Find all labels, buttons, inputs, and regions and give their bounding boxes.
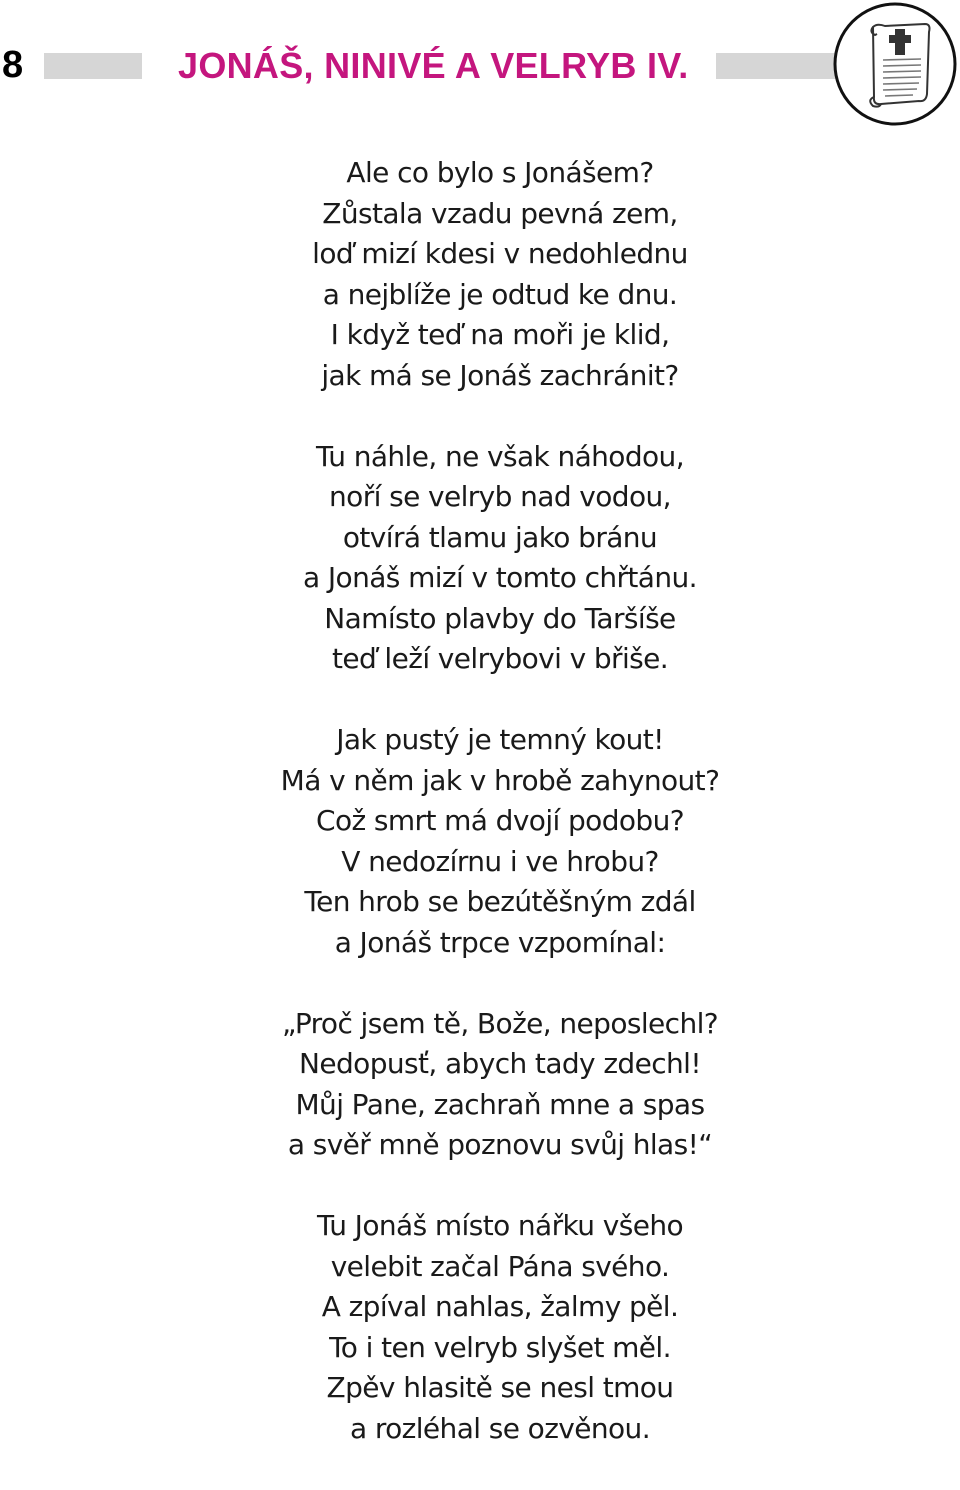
poem-line: a svěř mně poznovu svůj hlas!“ (287, 1128, 713, 1161)
poem-line: Což smrt má dvojí podobu? (316, 804, 684, 837)
poem-line: „Proč jsem tě, Bože, neposlechl? (281, 1006, 719, 1040)
header-bar-left (44, 53, 142, 79)
poem-line: Zpěv hlasitě se nesl tmou (326, 1371, 674, 1404)
stanza (100, 1004, 900, 1166)
poem-line: Můj Pane, zachraň mne a spas (295, 1087, 705, 1121)
poem (100, 153, 900, 1490)
stanza (100, 720, 900, 963)
poem-line: a nejblíže je odtud ke dnu. (322, 277, 678, 311)
poem-line: loď mizí kdesi v nedohlednu (312, 237, 688, 270)
poem-line: otvírá tlamu jako bránu (342, 520, 658, 554)
poem-line: Ten hrob se bezútěšným zdál (304, 885, 696, 918)
poem-line: teď leží velrybovi v břiše. (331, 642, 669, 675)
poem-line: velebit začal Pána svého. (330, 1249, 670, 1283)
poem-line: a Jonáš trpce vzpomínal: (334, 925, 666, 959)
header-bar-right (716, 53, 836, 79)
page-number: 8 (2, 44, 24, 86)
poem-line: Nedopusť, abych tady zdechl! (299, 1047, 701, 1080)
poem-line: Tu Jonáš místo nářku všeho (316, 1209, 683, 1242)
poem-line: I když teď na moři je klid, (330, 318, 670, 351)
stanza (100, 1206, 900, 1449)
poem-line: jak má se Jonáš zachránit? (321, 358, 679, 392)
poem-line: V nedozírnu i ve hrobu? (341, 844, 659, 878)
stanza (100, 153, 900, 396)
stanza (100, 437, 900, 680)
poem-line: a Jonáš mizí v tomto chřtánu. (303, 561, 697, 594)
poem-line: a rozléhal se ozvěnou. (349, 1411, 651, 1445)
poem-line: Namísto plavby do Taršíše (324, 601, 676, 635)
poem-line: Má v něm jak v hrobě zahynout? (280, 763, 720, 797)
poem-line: Ale co bylo s Jonášem? (346, 156, 654, 189)
poem-line: To i ten velryb slyšet měl. (329, 1330, 671, 1364)
poem-line: A zpíval nahlas, žalmy pěl. (321, 1290, 679, 1323)
poem-line: Jak pustý je temný kout! (336, 723, 664, 756)
poem-line: noří se velryb nad vodou, (329, 480, 671, 513)
poem-line: Tu náhle, ne však náhodou, (316, 439, 684, 473)
poem-line: Zůstala vzadu pevná zem, (322, 196, 678, 230)
page-title: JONÁŠ, NINIVÉ A VELRYB IV. (178, 45, 689, 86)
scroll-with-cross-icon (833, 2, 957, 126)
